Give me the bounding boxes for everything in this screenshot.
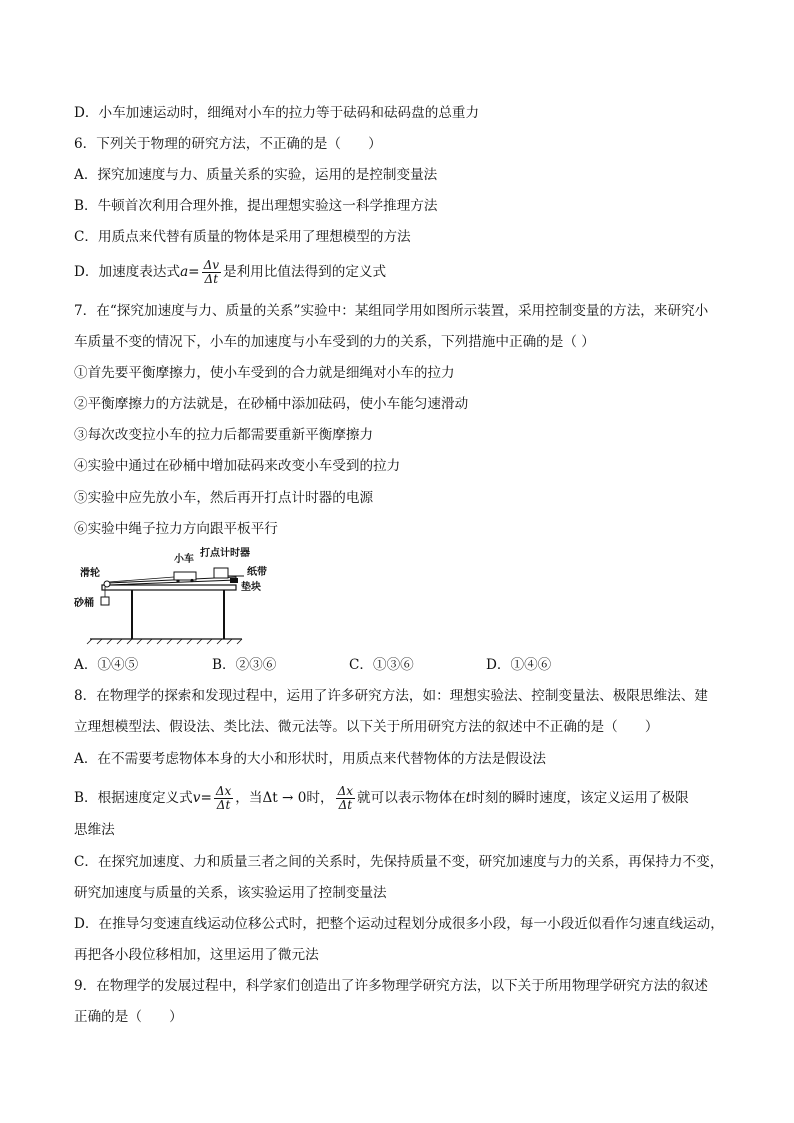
q6-option-d — [74, 259, 724, 286]
q7-stem-line1: 7．在“探究加速度与力、质量的关系”实验中：某组同学用如图所示装置，采用控制变量的方法，来研究小 — [74, 303, 709, 319]
q6-option-a: A．探究加速度与力、质量关系的实验，运用的是控制变量法 — [74, 167, 438, 183]
q6d-variable: a — [180, 264, 189, 280]
q7-stem-line2: 车质量不变的情况下，小车的加速度与小车受到的力的关系，下列措施中正确的是（ ） — [74, 334, 595, 350]
q8-option-c-line1: C．在探究加速度、力和质量三者之间的关系时，先保持质量不变，研究加速度与力的关系，再保持力不变， — [74, 854, 724, 870]
q8b-denominator-2: Δt — [338, 798, 353, 812]
q8b-variable: v — [192, 790, 201, 806]
q8-option-d-line1: D．在推导匀变速直线运动位移公式时，把整个运动过程划分成很多小段，每一小段近似看作匀速直线运动， — [74, 916, 724, 932]
q7-statement-4: ④实验中通过在砂桶中增加砝码来改变小车受到的拉力 — [74, 458, 401, 474]
q7-statement-3: ③每次改变拉小车的拉力后都需要重新平衡摩擦力 — [74, 427, 374, 443]
q6d-denominator: Δt — [204, 272, 219, 286]
q8b-middle: ，当Δt → 0时， — [235, 790, 334, 806]
q6d-numerator: Δv — [203, 258, 220, 272]
q8b-numerator: Δx — [215, 784, 232, 798]
q8-option-d-line2: 再把各小段位移相加，这里运用了微元法 — [74, 947, 319, 963]
q8b-time-variable: t — [465, 790, 472, 806]
q8b-numerator-2: Δx — [337, 784, 354, 798]
q7-statement-6: ⑥实验中绳子拉力方向跟平板平行 — [74, 521, 278, 537]
q6d-equals: = — [188, 264, 200, 280]
q6-stem: 6．下列关于物理的研究方法，不正确的是（ ） — [74, 136, 382, 152]
q7-statement-5: ⑤实验中应先放小车，然后再开打点计时器的电源 — [74, 490, 374, 506]
q8-option-c-line2: 研究加速度与质量的关系，该实验运用了控制变量法 — [74, 885, 387, 901]
q7-option-d: D．①④⑥ — [486, 657, 552, 673]
label-tape: 纸带 — [247, 567, 267, 578]
q8b-suffix-2: 时刻的瞬时速度，该定义运用了极限 — [471, 790, 689, 806]
experiment-apparatus-figure — [74, 545, 294, 645]
q5-option-d: D．小车加速运动时，细绳对小车的拉力等于砝码和砝码盘的总重力 — [74, 105, 480, 121]
label-timer: 打点计时器 — [200, 548, 250, 559]
q6d-suffix: 是利用比值法得到的定义式 — [223, 264, 387, 280]
q8b-prefix: B．根据速度定义式 — [74, 790, 193, 806]
q7-statement-1: ①首先要平衡摩擦力，使小车受到的合力就是细绳对小车的拉力 — [74, 365, 455, 381]
q6d-fraction — [202, 259, 221, 286]
q8b-fraction — [214, 785, 233, 812]
q6-option-c: C．用质点来代替有质量的物体是采用了理想模型的方法 — [74, 229, 411, 245]
q8-option-b-line1 — [74, 785, 724, 812]
q8-option-a: A．在不需要考虑物体本身的大小和形状时，用质点来代替物体的方法是假设法 — [74, 751, 547, 767]
q7-statement-2: ②平衡摩擦力的方法就是，在砂桶中添加砝码，使小车能匀速滑动 — [74, 396, 469, 412]
q8b-suffix-1: 就可以表示物体在 — [357, 790, 466, 806]
q9-stem-line2: 正确的是（ ） — [74, 1009, 183, 1025]
q8-option-b-line2: 思维法 — [74, 822, 115, 838]
q8b-equals: = — [200, 790, 212, 806]
q8b-denominator: Δt — [216, 798, 231, 812]
q8-stem-line2: 立理想模型法、假设法、类比法、微元法等。以下关于所用研究方法的叙述中不正确的是（ ） — [74, 719, 659, 735]
q6-option-b: B．牛顿首次利用合理外推，提出理想实验这一科学推理方法 — [74, 198, 438, 214]
q6d-prefix: D．加速度表达式 — [74, 264, 181, 280]
q7-option-b: B．②③⑥ — [212, 657, 277, 673]
q8b-fraction-2 — [336, 785, 355, 812]
q7-option-a: A．①④⑤ — [74, 657, 139, 673]
label-cart: 小车 — [174, 554, 194, 565]
q9-stem-line1: 9．在物理学的发展过程中，科学家们创造出了许多物理学研究方法，以下关于所用物理学研究方法的叙述 — [74, 978, 708, 994]
label-pulley: 滑轮 — [80, 568, 100, 579]
q7-options — [74, 653, 724, 671]
label-block: 垫块 — [241, 582, 261, 593]
q7-option-c: C．①③⑥ — [349, 657, 414, 673]
label-bucket: 砂桶 — [74, 598, 94, 609]
q8-stem-line1: 8．在物理学的探索和发现过程中，运用了许多研究方法，如：理想实验法、控制变量法、极限思维法、建 — [74, 688, 708, 704]
